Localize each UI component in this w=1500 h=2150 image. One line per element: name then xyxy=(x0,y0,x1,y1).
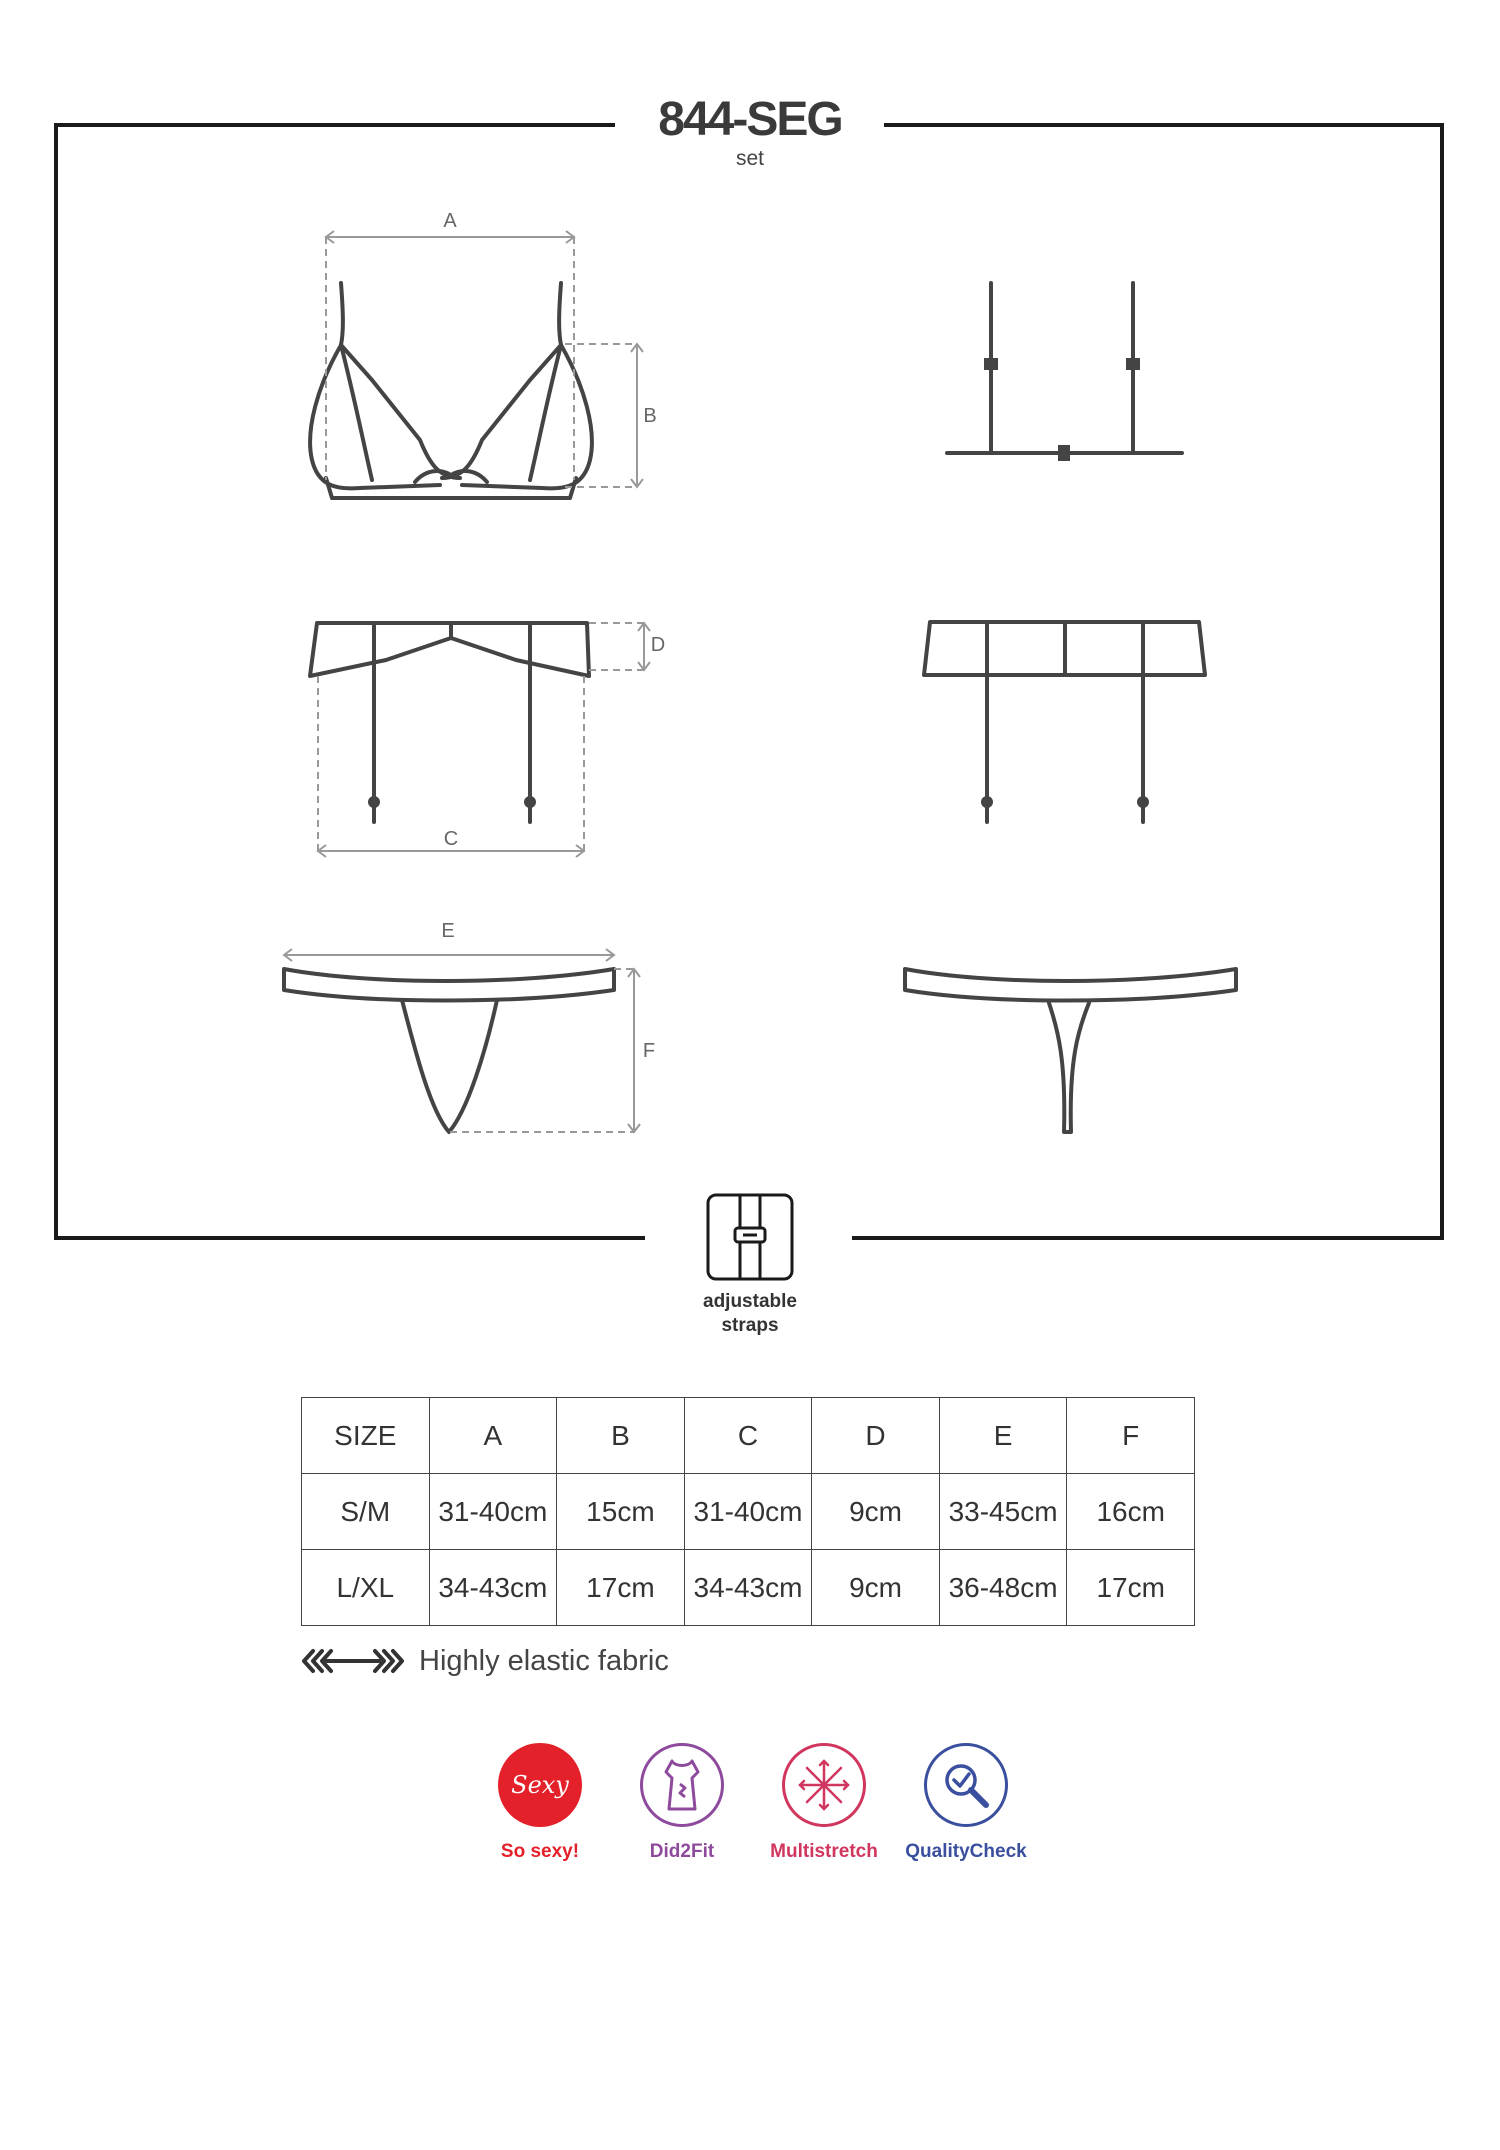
elastic-fabric-text: Highly elastic fabric xyxy=(419,1644,669,1677)
garter-back-drawing xyxy=(924,622,1205,822)
header-cell: F xyxy=(1067,1398,1195,1474)
frame xyxy=(56,125,1442,1238)
header-cell: SIZE xyxy=(302,1398,430,1474)
dimension-label-c: C xyxy=(443,828,459,850)
elastic-fabric-note xyxy=(301,1643,669,1679)
sexy-badge-text: Sexy xyxy=(511,1771,569,1799)
dimension-label-d: D xyxy=(650,634,666,656)
adjustable-straps-icon xyxy=(708,1195,792,1279)
value-cell: 33-45cm xyxy=(939,1474,1067,1550)
table-row xyxy=(302,1474,1195,1550)
magnifier-check-icon xyxy=(924,1743,1008,1827)
value-cell: 34-43cm xyxy=(684,1550,812,1626)
size-table xyxy=(301,1397,1195,1626)
value-cell: 31-40cm xyxy=(429,1474,557,1550)
elastic-arrows-icon xyxy=(301,1647,405,1675)
dimension-label-e: E xyxy=(441,920,455,942)
value-cell: 17cm xyxy=(557,1550,685,1626)
dimension-label-b: B xyxy=(643,405,657,427)
multistretch-icon xyxy=(782,1743,866,1827)
feature-badges xyxy=(470,1743,1040,1873)
size-cell: L/XL xyxy=(302,1550,430,1626)
feature-label: Multistretch xyxy=(770,1841,878,1862)
feature-multistretch xyxy=(754,1743,894,1863)
bra-back-drawing xyxy=(947,283,1182,459)
adjustable-straps-label xyxy=(650,1290,850,1338)
dimension-label-f: F xyxy=(642,1040,656,1062)
header-cell: C xyxy=(684,1398,812,1474)
thong-front-drawing xyxy=(284,969,614,1132)
thong-back-drawing xyxy=(905,969,1236,1132)
feature-so-sexy xyxy=(470,1743,610,1863)
adjustable-line1: adjustable xyxy=(703,1291,797,1312)
table-row xyxy=(302,1550,1195,1626)
product-code-title: 844-SEG xyxy=(658,93,842,146)
value-cell: 16cm xyxy=(1067,1474,1195,1550)
value-cell: 34-43cm xyxy=(429,1550,557,1626)
size-cell: S/M xyxy=(302,1474,430,1550)
feature-label: QualityCheck xyxy=(905,1841,1027,1862)
feature-label: Did2Fit xyxy=(649,1841,715,1862)
garter-front-drawing xyxy=(310,623,589,822)
bra-front-drawing xyxy=(310,283,592,498)
header-cell: D xyxy=(812,1398,939,1474)
feature-did2fit xyxy=(612,1743,752,1863)
size-table-header xyxy=(302,1398,1195,1474)
dimension-label-a: A xyxy=(443,210,457,232)
header-cell: A xyxy=(429,1398,557,1474)
product-subtitle: set xyxy=(735,147,764,170)
value-cell: 15cm xyxy=(557,1474,685,1550)
value-cell: 9cm xyxy=(812,1474,939,1550)
header-cell: B xyxy=(557,1398,685,1474)
header-cell: E xyxy=(939,1398,1067,1474)
value-cell: 17cm xyxy=(1067,1550,1195,1626)
feature-label: So sexy! xyxy=(500,1841,580,1862)
value-cell: 31-40cm xyxy=(684,1474,812,1550)
adjustable-line2: straps xyxy=(721,1315,779,1336)
value-cell: 36-48cm xyxy=(939,1550,1067,1626)
feature-qualitycheck xyxy=(896,1743,1036,1863)
sexy-icon xyxy=(498,1743,582,1827)
value-cell: 9cm xyxy=(812,1550,939,1626)
dress-icon xyxy=(640,1743,724,1827)
